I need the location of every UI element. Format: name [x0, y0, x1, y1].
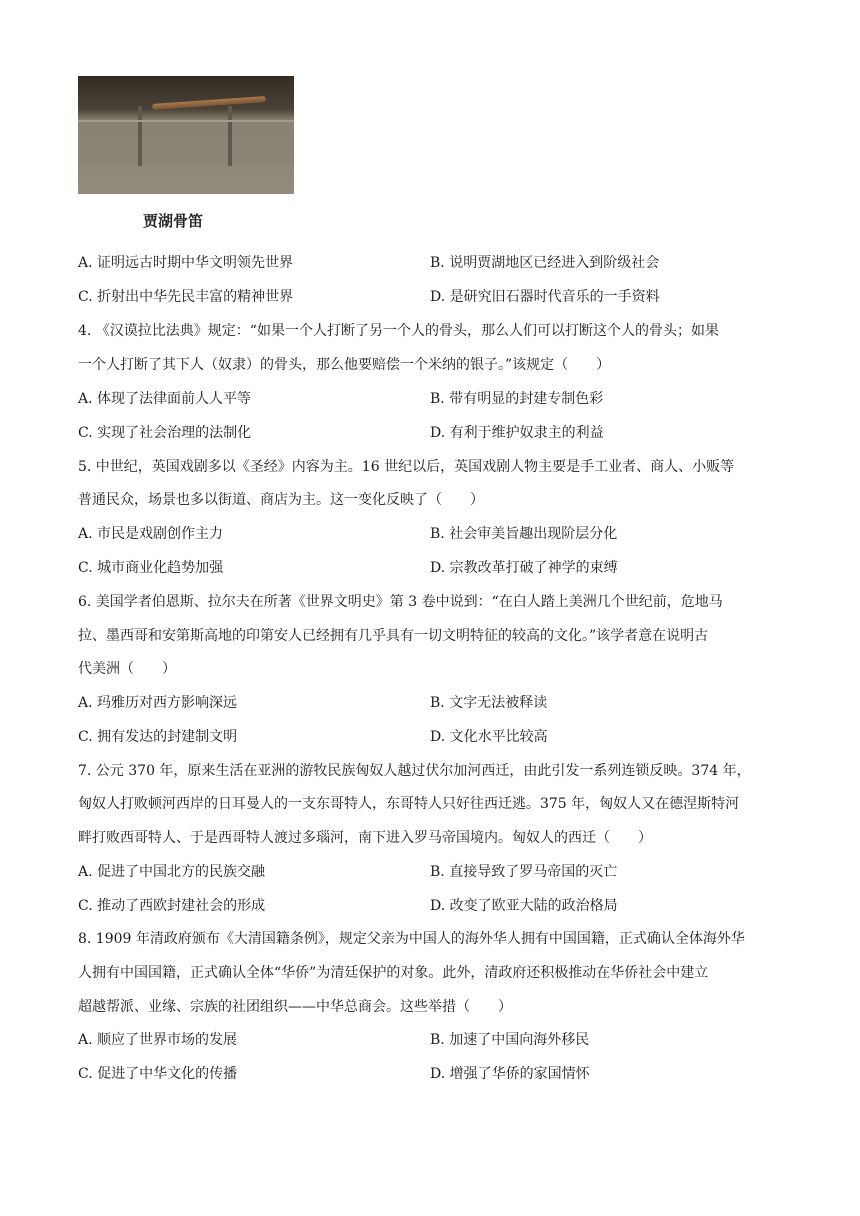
- q3-option-a[interactable]: A. 证明远古时期中华文明领先世界: [78, 255, 294, 271]
- q7-stem-line: 匈奴人打败顿河西岸的日耳曼人的一支东哥特人，东哥特人只好往西迁逃。375 年，匈奴人又在德涅斯特河: [78, 796, 740, 812]
- q8-stem-line: 8. 1909 年清政府颁布《大清国籍条例》，规定父亲为中国人的海外华人拥有中国国籍，正式确认全体海外华: [78, 931, 745, 947]
- q7-stem-line: 畔打败西哥特人、于是西哥特人渡过多瑙河，南下进入罗马帝国境内。匈奴人的西迁（ ）: [78, 830, 652, 846]
- q6-option-a[interactable]: A. 玛雅历对西方影响深远: [78, 695, 238, 711]
- q8-option-a[interactable]: A. 顺应了世界市场的发展: [78, 1032, 238, 1048]
- figure-caption: 贾湖骨笛: [143, 212, 204, 230]
- q6-option-c[interactable]: C. 拥有发达的封建制文明: [78, 729, 238, 745]
- photo-post: [138, 106, 142, 166]
- q4-option-b[interactable]: B. 带有明显的封建专制色彩: [430, 391, 604, 407]
- q5-stem-line: 5. 中世纪，英国戏剧多以《圣经》内容为主。16 世纪以后，英国戏剧人物主要是手工业者、商人、小贩等: [78, 459, 735, 475]
- q6-stem-line: 6. 美国学者伯恩斯、拉尔夫在所著《世界文明史》第 3 卷中说到：“在白人踏上美洲几个世纪前，危地马: [78, 594, 723, 610]
- q8-option-d[interactable]: D. 增强了华侨的家国情怀: [430, 1066, 590, 1082]
- photo-shelf: [78, 120, 294, 122]
- q3-option-d[interactable]: D. 是研究旧石器时代音乐的一手资料: [430, 289, 660, 305]
- q5-option-b[interactable]: B. 社会审美旨趣出现阶层分化: [430, 526, 618, 542]
- q5-option-a[interactable]: A. 市民是戏剧创作主力: [78, 526, 224, 542]
- q8-option-b[interactable]: B. 加速了中国向海外移民: [430, 1032, 590, 1048]
- q7-option-d[interactable]: D. 改变了欧亚大陆的政治格局: [430, 898, 618, 914]
- q3-option-c[interactable]: C. 折射出中华先民丰富的精神世界: [78, 289, 294, 305]
- q7-option-c[interactable]: C. 推动了西欧封建社会的形成: [78, 898, 266, 914]
- q8-option-c[interactable]: C. 促进了中华文化的传播: [78, 1066, 238, 1082]
- bone-flute: [152, 96, 266, 110]
- q5-stem-line: 普通民众，场景也多以街道、商店为主。这一变化反映了（ ）: [78, 492, 484, 508]
- q7-stem-line: 7. 公元 370 年，原来生活在亚洲的游牧民族匈奴人越过伏尔加河西迁，由此引发一系列连锁反映。374 年，: [78, 763, 751, 779]
- q5-option-d[interactable]: D. 宗教改革打破了神学的束缚: [430, 560, 618, 576]
- q5-option-c[interactable]: C. 城市商业化趋势加强: [78, 560, 224, 576]
- q8-stem-line: 超越帮派、业缘、宗族的社团组织——中华总商会。这些举措（ ）: [78, 999, 512, 1015]
- bone-flute-photo: [78, 76, 294, 194]
- q8-stem-line: 人拥有中国国籍，正式确认全体“华侨”为清廷保护的对象。此外，清政府还积极推动在华侨社会中建立: [78, 965, 709, 981]
- q4-stem-line: 一个人打断了其下人（奴隶）的骨头，那么他要赔偿一个米纳的银子。”该规定（ ）: [78, 357, 611, 373]
- q4-option-a[interactable]: A. 体现了法律面前人人平等: [78, 391, 252, 407]
- photo-post: [228, 106, 232, 166]
- q4-option-d[interactable]: D. 有利于维护奴隶主的利益: [430, 425, 604, 441]
- q6-stem-line: 代美洲（ ）: [78, 661, 176, 677]
- photo-floor: [78, 164, 294, 194]
- q4-option-c[interactable]: C. 实现了社会治理的法制化: [78, 425, 252, 441]
- q3-option-b[interactable]: B. 说明贾湖地区已经进入到阶级社会: [430, 255, 660, 271]
- q6-stem-line: 拉、墨西哥和安第斯高地的印第安人已经拥有几乎具有一切文明特征的较高的文化。”该学者意在说明古: [78, 628, 709, 644]
- q6-option-b[interactable]: B. 文字无法被释读: [430, 695, 548, 711]
- q4-stem-line: 4. 《汉谟拉比法典》规定：“如果一个人打断了另一个人的骨头，那么人们可以打断这个人的骨头；如果: [78, 323, 719, 339]
- q6-option-d[interactable]: D. 文化水平比较高: [430, 729, 548, 745]
- q7-option-b[interactable]: B. 直接导致了罗马帝国的灭亡: [430, 864, 618, 880]
- q7-option-a[interactable]: A. 促进了中国北方的民族交融: [78, 864, 266, 880]
